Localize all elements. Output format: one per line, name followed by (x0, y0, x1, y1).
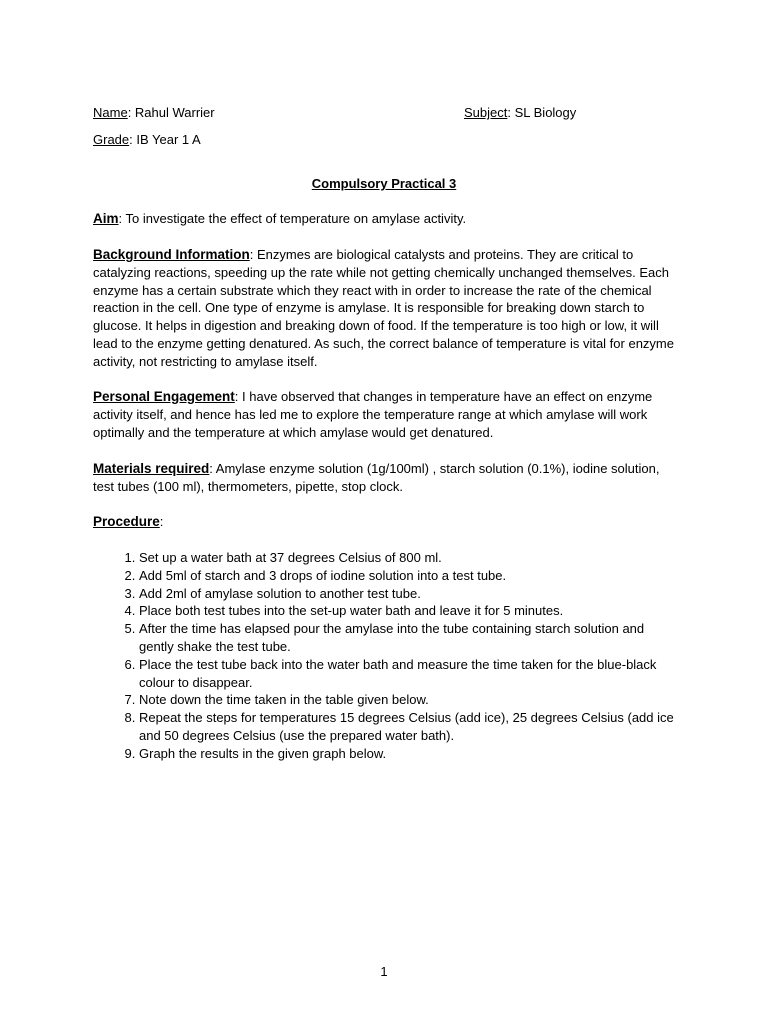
name-label: Name (93, 105, 128, 120)
procedure-step: 8. Repeat the steps for temperatures 15 degrees Celsius (add ice), 25 degrees Celsius (add ice and 50 degrees Celsius (use the prepared water bath). (139, 709, 675, 745)
subject-line (464, 104, 684, 122)
engagement-text: : I have observed that changes in temperature have an effect on enzyme activity itself, and hence has led me to explore the temperature range at which amylase will work optimally and the temperature at which amylase would get denatured. (93, 389, 653, 440)
grade-value: : IB Year 1 A (129, 132, 201, 147)
engagement-heading: Personal Engagement (93, 389, 235, 404)
subject-value: : SL Biology (507, 105, 577, 120)
document-title: Compulsory Practical 3 (311, 176, 457, 191)
materials-heading: Materials required (93, 461, 210, 476)
engagement-section (93, 388, 675, 441)
procedure-step: 7. Note down the time taken in the table given below. (139, 691, 675, 709)
procedure-step: 6. Place the test tube back into the water bath and measure the time taken for the blue-black colour to disappear. (139, 656, 675, 692)
page-number: 1 (380, 964, 388, 979)
grade-line (93, 131, 675, 149)
background-text: : Enzymes are biological catalysts and proteins. They are critical to catalyzing reactions, speeding up the rate while not getting chemically unchanged themselves. Each enzyme has a certain substrate which they react with in order to increase the rate of the chemical reaction in the cell. One type of enzyme is amylase. It is responsible for breaking down starch to glucose. It helps in digestion and breaking down of food. If the temperature is too high or low, it will lead to the enzyme getting denatured. As such, the correct balance of temperature is vital for enzyme activity, not restricting to amylase itself. (93, 247, 674, 369)
procedure-heading: Procedure (93, 514, 160, 529)
aim-section (93, 210, 675, 228)
procedure-step: 4. Place both test tubes into the set-up water bath and leave it for 5 minutes. (139, 602, 675, 620)
procedure-step: 5. After the time has elapsed pour the amylase into the tube containing starch solution and gently shake the test tube. (139, 620, 675, 656)
procedure-suffix: : (159, 514, 164, 529)
procedure-section (93, 513, 675, 531)
background-heading: Background Information (93, 247, 250, 262)
procedure-steps (93, 549, 675, 763)
background-section (93, 246, 675, 371)
subject-label: Subject (464, 105, 508, 120)
procedure-step: 9. Graph the results in the given graph below. (139, 745, 675, 763)
procedure-step: 2. Add 5ml of starch and 3 drops of iodine solution into a test tube. (139, 567, 675, 585)
materials-text: : Amylase enzyme solution (1g/100ml) , starch solution (0.1%), iodine solution, test tubes (100 ml), thermometers, pipette, stop clock. (93, 461, 660, 494)
name-value: : Rahul Warrier (127, 105, 215, 120)
aim-text: : To investigate the effect of temperature on amylase activity. (118, 211, 467, 226)
grade-label: Grade (93, 132, 130, 147)
aim-heading: Aim (93, 211, 119, 226)
procedure-step: 1. Set up a water bath at 37 degrees Celsius of 800 ml. (139, 549, 675, 567)
procedure-step: 3. Add 2ml of amylase solution to another test tube. (139, 585, 675, 603)
materials-section (93, 460, 675, 496)
